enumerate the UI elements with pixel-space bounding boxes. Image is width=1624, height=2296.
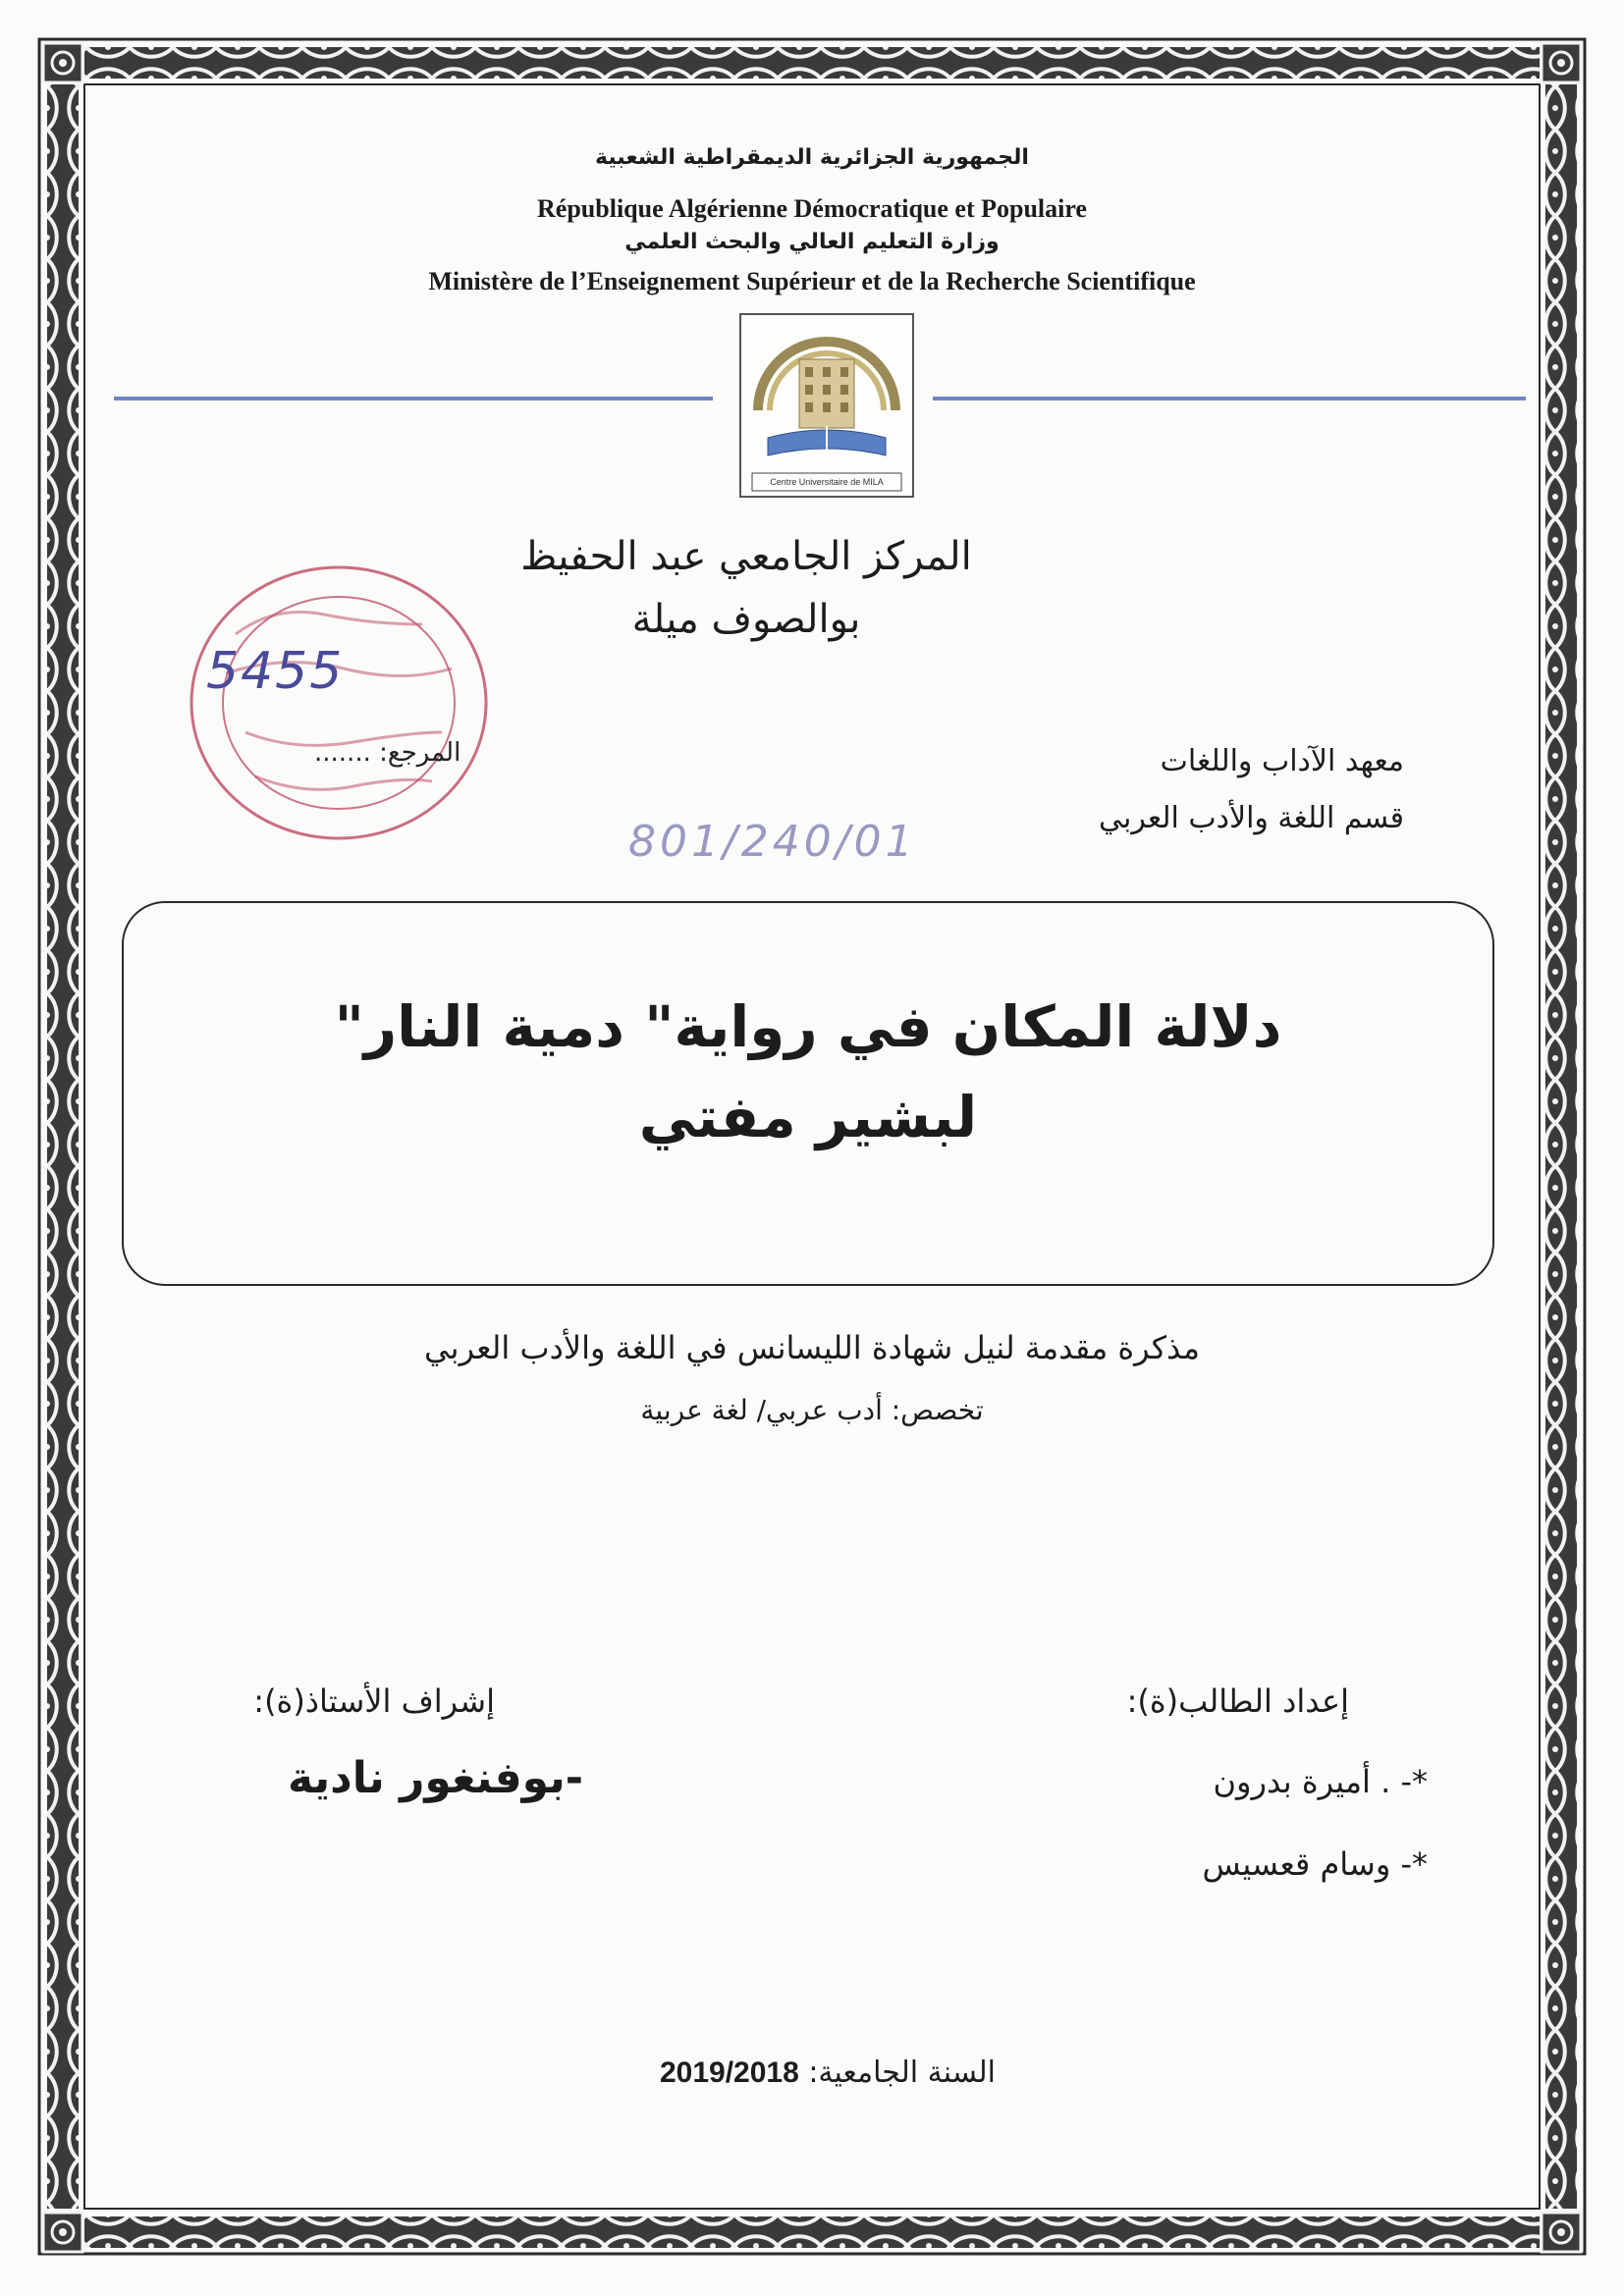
university-name-line1: المركز الجامعي عبد الحفيظ	[520, 534, 972, 579]
stamp-number: 5455	[206, 642, 345, 701]
thesis-title-line2: لبشير مفتي	[638, 1084, 978, 1150]
thesis-description: مذكرة مقدمة لنيل شهادة الليسانس في اللغة والأدب العربي	[424, 1329, 1200, 1366]
ministry-arabic: وزارة التعليم العالي والبحث العلمي	[624, 230, 1000, 254]
title-box	[122, 901, 1494, 1286]
header-rule-left	[114, 397, 713, 400]
department-name: قسم اللغة والأدب العربي	[1098, 801, 1404, 835]
student-name-1: *- . أميرة بدرون	[1213, 1763, 1428, 1800]
republic-arabic: الجمهورية الجزائرية الديمقراطية الشعبية	[595, 145, 1029, 170]
academic-year-label: السنة الجامعية:	[808, 2056, 996, 2090]
header-rule-right	[933, 397, 1526, 400]
student-name-2: *- وسام قعسيس	[1202, 1845, 1428, 1883]
republic-french: République Algérienne Démocratique et Populaire	[537, 194, 1087, 223]
students-label: إعداد الطالب(ة):	[1126, 1682, 1349, 1720]
supervisor-label: إشراف الأستاذ(ة):	[253, 1682, 495, 1720]
academic-year	[660, 2056, 996, 2090]
university-logo	[738, 312, 915, 499]
handwritten-code: 801/240/01	[628, 817, 917, 867]
thesis-title-line1: دلالة المكان في رواية" دمية النار"	[334, 993, 1282, 1060]
reference-label: المرجع: .......	[314, 738, 461, 768]
logo-caption: Centre Universitaire de MILA	[770, 477, 884, 487]
ministry-french: Ministère de l’Enseignement Supérieur et de la Recherche Scientifique	[428, 267, 1196, 295]
institute-name: معهد الآداب واللغات	[1160, 744, 1404, 778]
stamp-seal-icon	[177, 556, 501, 850]
university-name-line2: بوالصوف ميلة	[631, 597, 861, 642]
supervisor-name: -بوفنغور نادية	[287, 1753, 583, 1803]
university-logo-icon	[738, 312, 915, 499]
thesis-specialty: تخصص: أدب عربي/ لغة عربية	[640, 1394, 984, 1426]
academic-year-value: 2019/2018	[659, 2056, 799, 2089]
library-stamp	[177, 556, 501, 850]
